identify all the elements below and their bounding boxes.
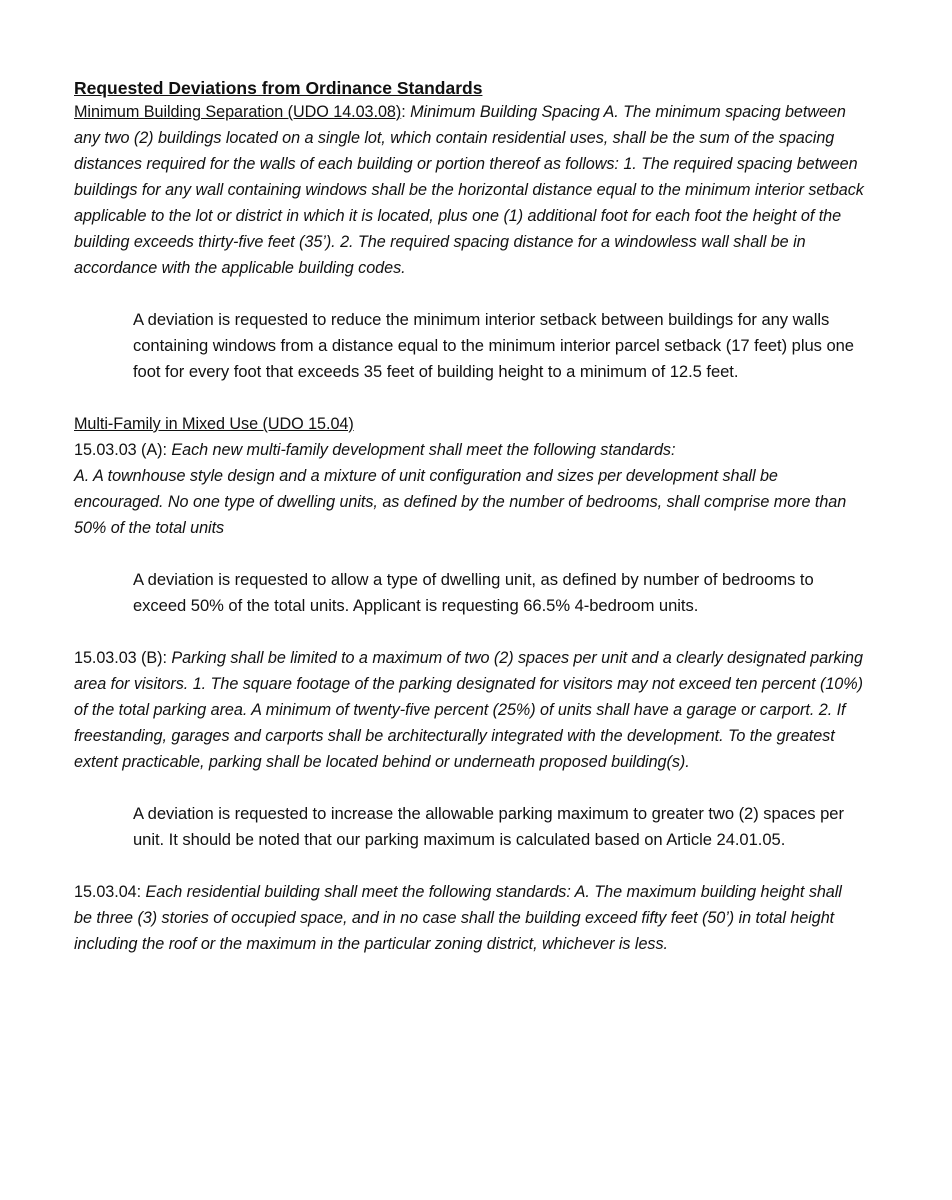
section-heading-building-separation: Minimum Building Separation (UDO 14.03.08)	[74, 103, 402, 121]
heading-colon: :	[401, 103, 411, 121]
ordinance-ref-a: 15.03.03 (A):	[74, 441, 172, 459]
ordinance-text-c: Each residential building shall meet the following standards: A. The maximum building height shall be three (3) stories of occupied space, and in no case shall the building exceed fifty feet (50’) in total height including the roof or the maximum in the particular zoning district, whichever is less.	[74, 883, 842, 953]
ordinance-text-b: Parking shall be limited to a maximum of two (2) spaces per unit and a clearly designated parking area for visitors. 1. The square footage of the parking designated for visitors may not exceed ten percent (10%) of the total parking area. A minimum of twenty-five percent (25%) of units shall have a garage or carport. 2. If freestanding, garages and carports shall be architecturally integrated with the development. To the greatest extent practicable, parking shall be located behind or underneath proposed building(s).	[74, 649, 863, 771]
ordinance-ref-b: 15.03.03 (B):	[74, 649, 172, 667]
ordinance-ref-c: 15.03.04:	[74, 883, 146, 901]
ordinance-text-a-standard: A. A townhouse style design and a mixture of unit configuration and sizes per development shall be encouraged. No one type of dwelling units, as defined by the number of bedrooms, shall comprise more than 50% of the total units	[74, 467, 847, 537]
ordinance-text-a: Each new multi-family development shall meet the following standards:	[171, 441, 676, 459]
ordinance-15-03-04	[74, 879, 864, 957]
deviation-request-parking: A deviation is requested to increase the allowable parking maximum to greater two (2) spaces per unit. It should be noted that our parking maximum is calculated based on Article 24.01.05.	[133, 804, 844, 849]
ordinance-15-03-03-a	[74, 437, 864, 463]
deviation-request-unit-mix: A deviation is requested to allow a type of dwelling unit, as defined by number of bedrooms to exceed 50% of the total units. Applicant is requesting 66.5% 4-bedroom units.	[133, 570, 814, 615]
document-title: Requested Deviations from Ordinance Standards	[74, 78, 483, 98]
deviation-request-setback: A deviation is requested to reduce the minimum interior setback between buildings for any walls containing windows from a distance equal to the minimum interior parcel setback (17 feet) plus one foot for every foot that exceeds 35 feet of building height to a minimum of 12.5 feet.	[133, 310, 854, 381]
section-heading-multi-family	[74, 411, 864, 437]
section-min-building-separation	[74, 99, 864, 281]
ordinance-15-03-03-b	[74, 645, 864, 775]
section-heading-multi-family-label: Multi-Family in Mixed Use (UDO 15.04)	[74, 415, 354, 433]
document-content	[74, 77, 864, 957]
ordinance-text-building-spacing: Minimum Building Spacing A. The minimum spacing between any two (2) buildings located on a single lot, which contain residential uses, shall be the sum of the spacing distances required for the walls of each building or portion thereof as follows: 1. The required spacing between buildings for any wall containing windows shall be the horizontal distance equal to the minimum interior setback applicable to the lot or district in which it is located, plus one (1) additional foot for each foot the height of the building exceeds thirty-five feet (35’). 2. The required spacing distance for a windowless wall shall be in accordance with the applicable building codes.	[74, 103, 864, 277]
